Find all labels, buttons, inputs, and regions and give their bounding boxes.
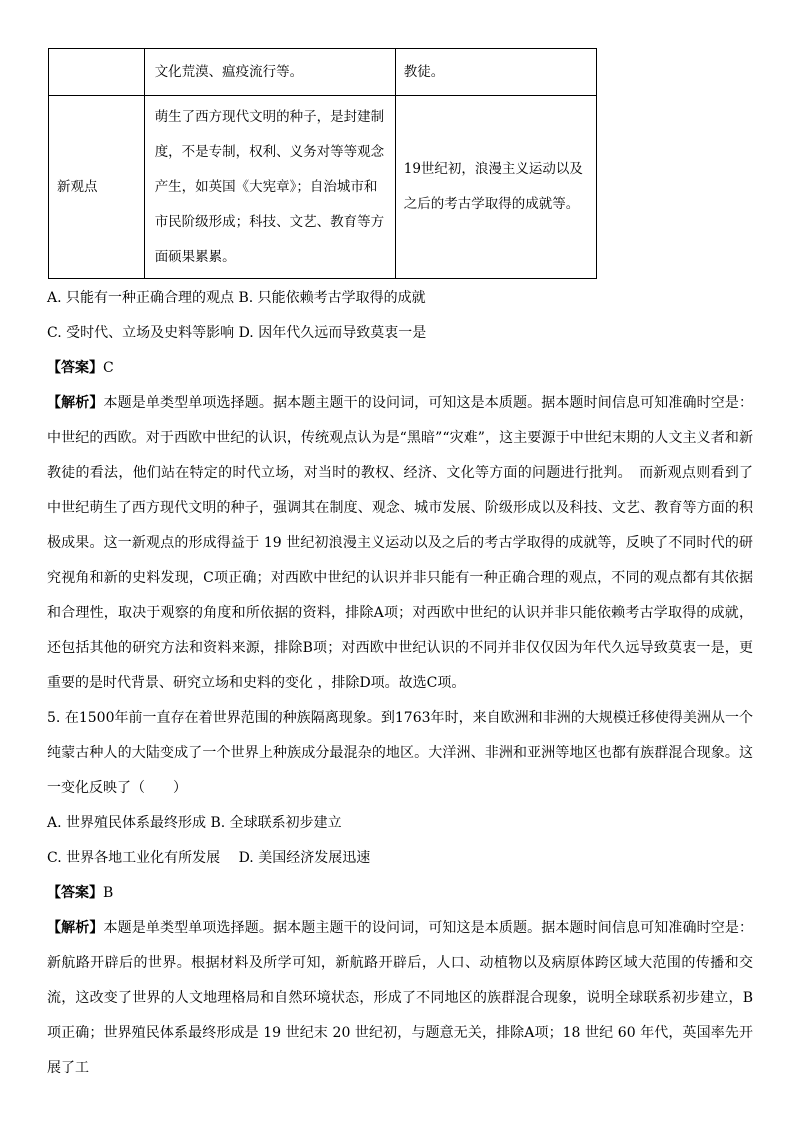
analysis-tag: 【解析】	[47, 395, 104, 411]
table-cell	[49, 49, 145, 96]
question-5	[47, 701, 753, 1086]
option-c-d: C. 受时代、立场及史料等影响 D. 因年代久远而导致莫衷一是	[47, 325, 427, 341]
analysis-text: 本题是单类型单项选择题。据本题主题干的设问词，可知这是本质题。据本题时间信息可知准确时空是：中世纪的西欧。对于西欧中世纪的认识，传统观点认为是“黑暗”“灾难”，这主要源于中世纪末期的人文主义者和新教徒的看法，他们站在特定的时代立场，对当时的教权、经济、文化等方面的问题进行批判。 而新观点则看到了中世纪萌生了西方现代文明的种子，强调其在制度、观念、城市发展、阶级形成以及科技、文艺、教育等方面的积极成果。这一新观点的形成得益于 19 世纪初浪漫主义运动以及之后的考古学取得的成就等，反映了不同时代的研究视角和新的史料发现，C项正确；对西欧中世纪的认识并非只能有一种正确合理的观点，不同的观点都有其依据和合理性，取决于观察的角度和所依据的资料，排除A项；对西欧中世纪的认识并非只能依赖考古学取得的成就，还包括其他的研究方法和资料来源，排除B项；对西欧中世纪认识的不同并非仅仅因为年代久远导致莫衷一是，更重要的是时代背景、研究立场和史料的变化 ，排除D项。故选C项。	[47, 395, 754, 691]
cell-text: 萌生了西方现代文明的种子，是封建制度，不是专制，权利、义务对等等观念产生，如英国《大宪章》；自治城市和市民阶级形成；科技、文艺、教育等方面硕果累累。	[154, 108, 385, 265]
answer-line	[47, 351, 753, 386]
option-a-b: A. 世界殖民体系最终形成 B. 全球联系初步建立	[47, 815, 342, 831]
analysis-paragraph	[47, 911, 753, 1086]
answer-value: B	[103, 885, 114, 901]
table-cell	[144, 49, 395, 96]
answer-tag: 【答案】	[47, 885, 103, 901]
table-cell: 19世纪初，浪漫主义运动以及之后的考古学取得的成就等。	[395, 96, 596, 279]
option-a-b: A. 只能有一种正确合理的观点 B. 只能依赖考古学取得的成就	[47, 290, 426, 306]
comparison-table	[48, 48, 597, 279]
table-cell: 教徒。	[395, 49, 596, 96]
analysis-paragraph	[47, 386, 753, 701]
answer-tag: 【答案】	[47, 360, 103, 376]
answer-value: C	[103, 360, 114, 376]
option-c-d: C. 世界各地工业化有所发展 D. 美国经济发展迅速	[47, 850, 371, 866]
table-row	[49, 96, 597, 279]
row-header-new-view: 新观点	[49, 96, 145, 279]
question-4-continuation	[47, 281, 753, 701]
table-cell	[144, 96, 395, 279]
answer-line	[47, 876, 753, 911]
cell-text: 文化荒漠、瘟疫流行等。	[154, 63, 304, 80]
table-row	[49, 49, 597, 96]
question-stem: 5. 在1500年前一直存在着世界范围的种族隔离现象。到1763年时，来自欧洲和非洲的大规模迁移使得美洲从一个纯蒙古种人的大陆变成了一个世界上种族成分最混杂的地区。大洋洲、非洲和亚洲等地区也都有族群混合现象。这一变化反映了（ ）	[47, 710, 753, 796]
analysis-text: 本题是单类型单项选择题。据本题主题干的设问词，可知这是本质题。据本题时间信息可知准确时空是：新航路开辟后的世界。根据材料及所学可知，新航路开辟后，人口、动植物以及病原体跨区域大范围的传播和交流，这改变了世界的人文地理格局和自然环境状态，形成了不同地区的族群混合现象，说明全球联系初步建立，B项正确；世界殖民体系最终形成是 19 世纪末 20 世纪初，与题意无关，排除A项；18 世纪 60 年代，英国率先开展了工	[47, 920, 754, 1076]
analysis-tag: 【解析】	[47, 920, 104, 936]
